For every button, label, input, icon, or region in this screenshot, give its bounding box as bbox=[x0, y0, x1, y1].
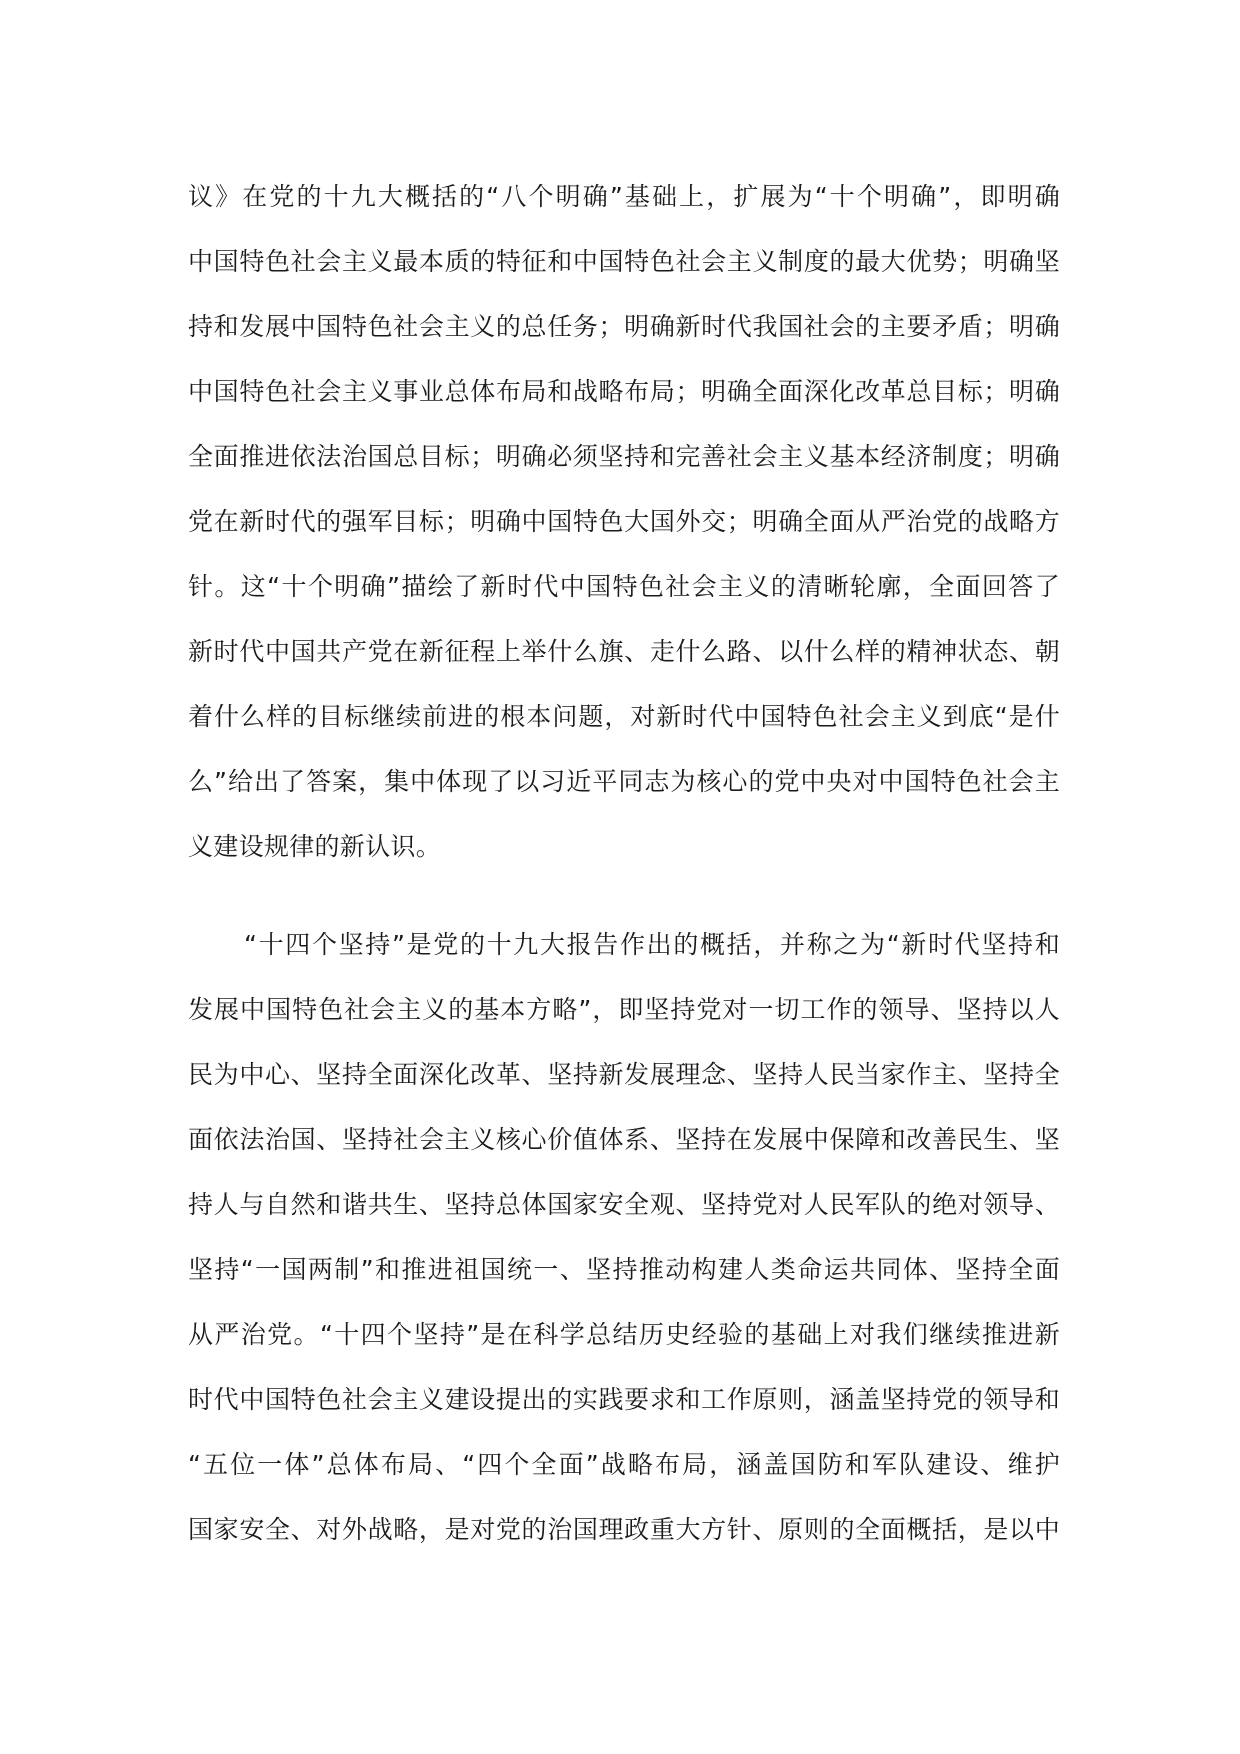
text-line: 议》在党的十九大概括的“八个明确”基础上，扩展为“十个明确”，即明确 bbox=[188, 182, 1060, 211]
text-line: 坚持“一国两制”和推进祖国统一、坚持推动构建人类命运共同体、坚持全面 bbox=[188, 1255, 1060, 1284]
paragraph-ten-clarifications bbox=[188, 164, 1060, 879]
text-line: 发展中国特色社会主义的基本方略”，即坚持党对一切工作的领导、坚持以人 bbox=[188, 995, 1060, 1024]
text-line: 民为中心、坚持全面深化改革、坚持新发展理念、坚持人民当家作主、坚持全 bbox=[188, 1060, 1060, 1089]
text-line: 针。这“十个明确”描绘了新时代中国特色社会主义的清晰轮廓，全面回答了 bbox=[188, 572, 1060, 601]
text-line: 国家安全、对外战略，是对党的治国理政重大方针、原则的全面概括，是以中 bbox=[188, 1515, 1060, 1544]
text-line: 新时代中国共产党在新征程上举什么旗、走什么路、以什么样的精神状态、朝 bbox=[188, 637, 1060, 666]
text-line: 面依法治国、坚持社会主义核心价值体系、坚持在发展中保障和改善民生、坚 bbox=[188, 1125, 1060, 1154]
text-line: 党在新时代的强军目标；明确中国特色大国外交；明确全面从严治党的战略方 bbox=[188, 507, 1060, 536]
text-line: 时代中国特色社会主义建设提出的实践要求和工作原则，涵盖坚持党的领导和 bbox=[188, 1385, 1060, 1414]
text-line: 义建设规律的新认识。 bbox=[188, 832, 442, 861]
text-line: 从严治党。“十四个坚持”是在科学总结历史经验的基础上对我们继续推进新 bbox=[188, 1320, 1060, 1349]
text-line: 持人与自然和谐共生、坚持总体国家安全观、坚持党对人民军队的绝对领导、 bbox=[188, 1190, 1060, 1219]
text-line: “十四个坚持”是党的十九大报告作出的概括，并称之为“新时代坚持和 bbox=[244, 930, 1060, 959]
text-line: 中国特色社会主义事业总体布局和战略布局；明确全面深化改革总目标；明确 bbox=[188, 377, 1060, 406]
text-line: 全面推进依法治国总目标；明确必须坚持和完善社会主义基本经济制度；明确 bbox=[188, 442, 1060, 471]
text-line: “五位一体”总体布局、“四个全面”战略布局，涵盖国防和军队建设、维护 bbox=[188, 1450, 1060, 1479]
paragraph-fourteen-adherences bbox=[188, 912, 1060, 1562]
text-line: 着什么样的目标继续前进的根本问题，对新时代中国特色社会主义到底“是什 bbox=[188, 702, 1060, 731]
text-line: 持和发展中国特色社会主义的总任务；明确新时代我国社会的主要矛盾；明确 bbox=[188, 312, 1060, 341]
text-line: 么”给出了答案，集中体现了以习近平同志为核心的党中央对中国特色社会主 bbox=[188, 767, 1060, 796]
text-line: 中国特色社会主义最本质的特征和中国特色社会主义制度的最大优势；明确坚 bbox=[188, 247, 1060, 276]
